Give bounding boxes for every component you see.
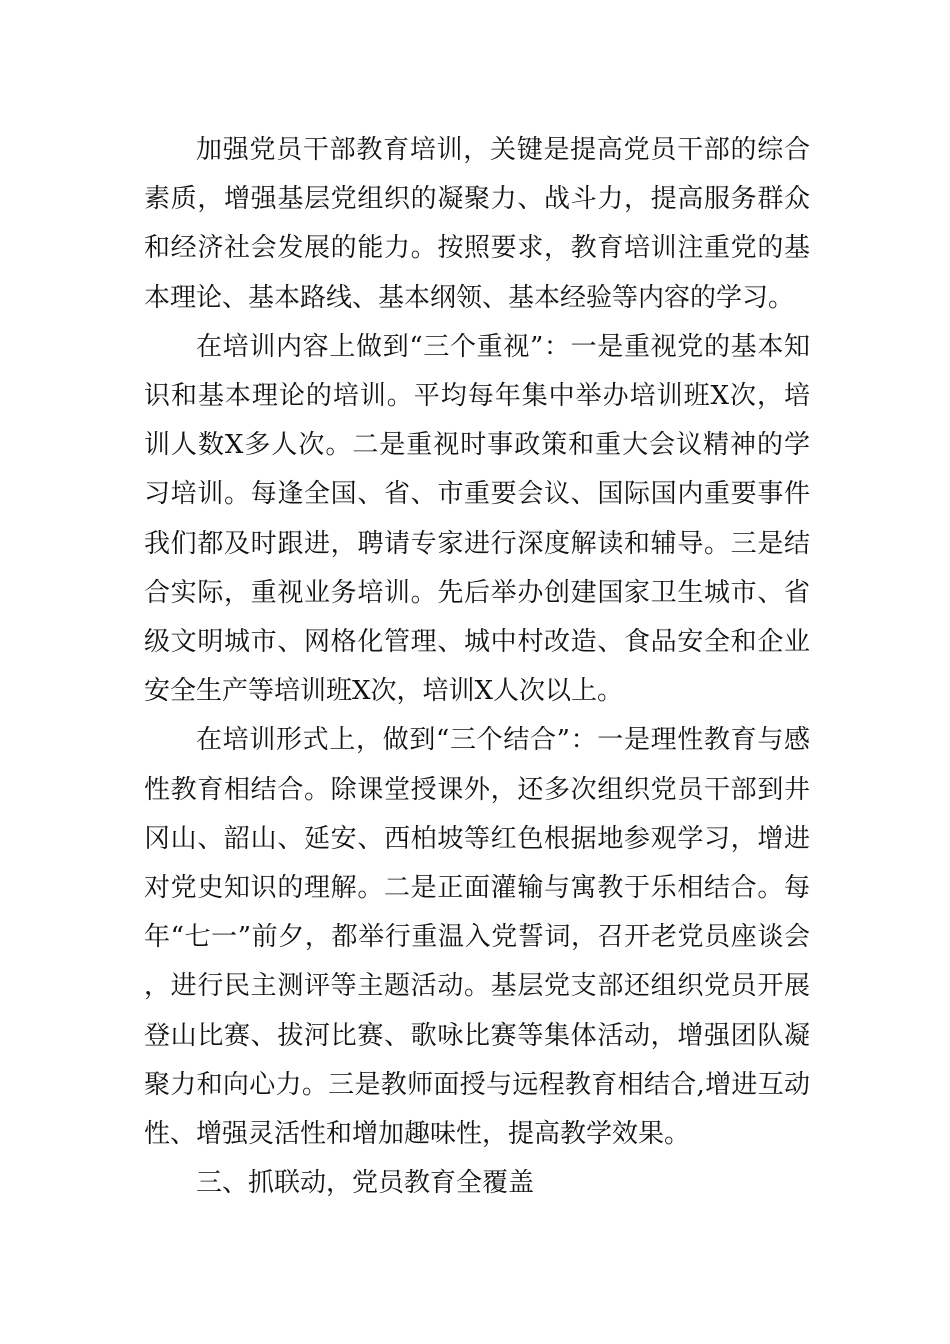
paragraph-training-format: 在培训形式上，做到“三个结合”：一是理性教育与感性教育相结合。除课堂授课外，还多次组织党员干部到井冈山、韶山、延安、西柏坡等红色根据地参观学习，增进对党史知识的理解。二是正面灌输与寓教于乐相结合。每年“七一”前夕，都举行重温入党誓词，召开老党员座谈会，进行民主测评等主题活动。基层党支部还组织党员开展登山比赛、拔河比赛、歌咏比赛等集体活动，增强团队凝聚力和向心力。三是教师面授与远程教育相结合,增进互动性、增强灵活性和增加趣味性，提高教学效果。 bbox=[144, 725, 810, 1150]
section-heading: 三、抓联动，党员教育全覆盖 bbox=[196, 1168, 535, 1199]
paragraph-training-content: 在培训内容上做到“三个重视”：一是重视党的基本知识和基本理论的培训。平均每年集中举办培训班X次，培训人数X多人次。二是重视时事政策和重大会议精神的学习培训。每逢全国、省、市重要会议、国际国内重要事件我们都及时跟进，聘请专家进行深度解读和辅导。三是结合实际，重视业务培训。先后举办创建国家卫生城市、省级文明城市、网格化管理、城中村改造、食品安全和企业安全生产等培训班X次，培训X人次以上。 bbox=[144, 331, 810, 707]
paragraph-training-overview: 加强党员干部教育培训，关键是提高党员干部的综合素质，增强基层党组织的凝聚力、战斗力，提高服务群众和经济社会发展的能力。按照要求，教育培训注重党的基本理论、基本路线、基本纲领、基本经验等内容的学习。 bbox=[144, 135, 810, 313]
document-body bbox=[144, 126, 810, 1208]
